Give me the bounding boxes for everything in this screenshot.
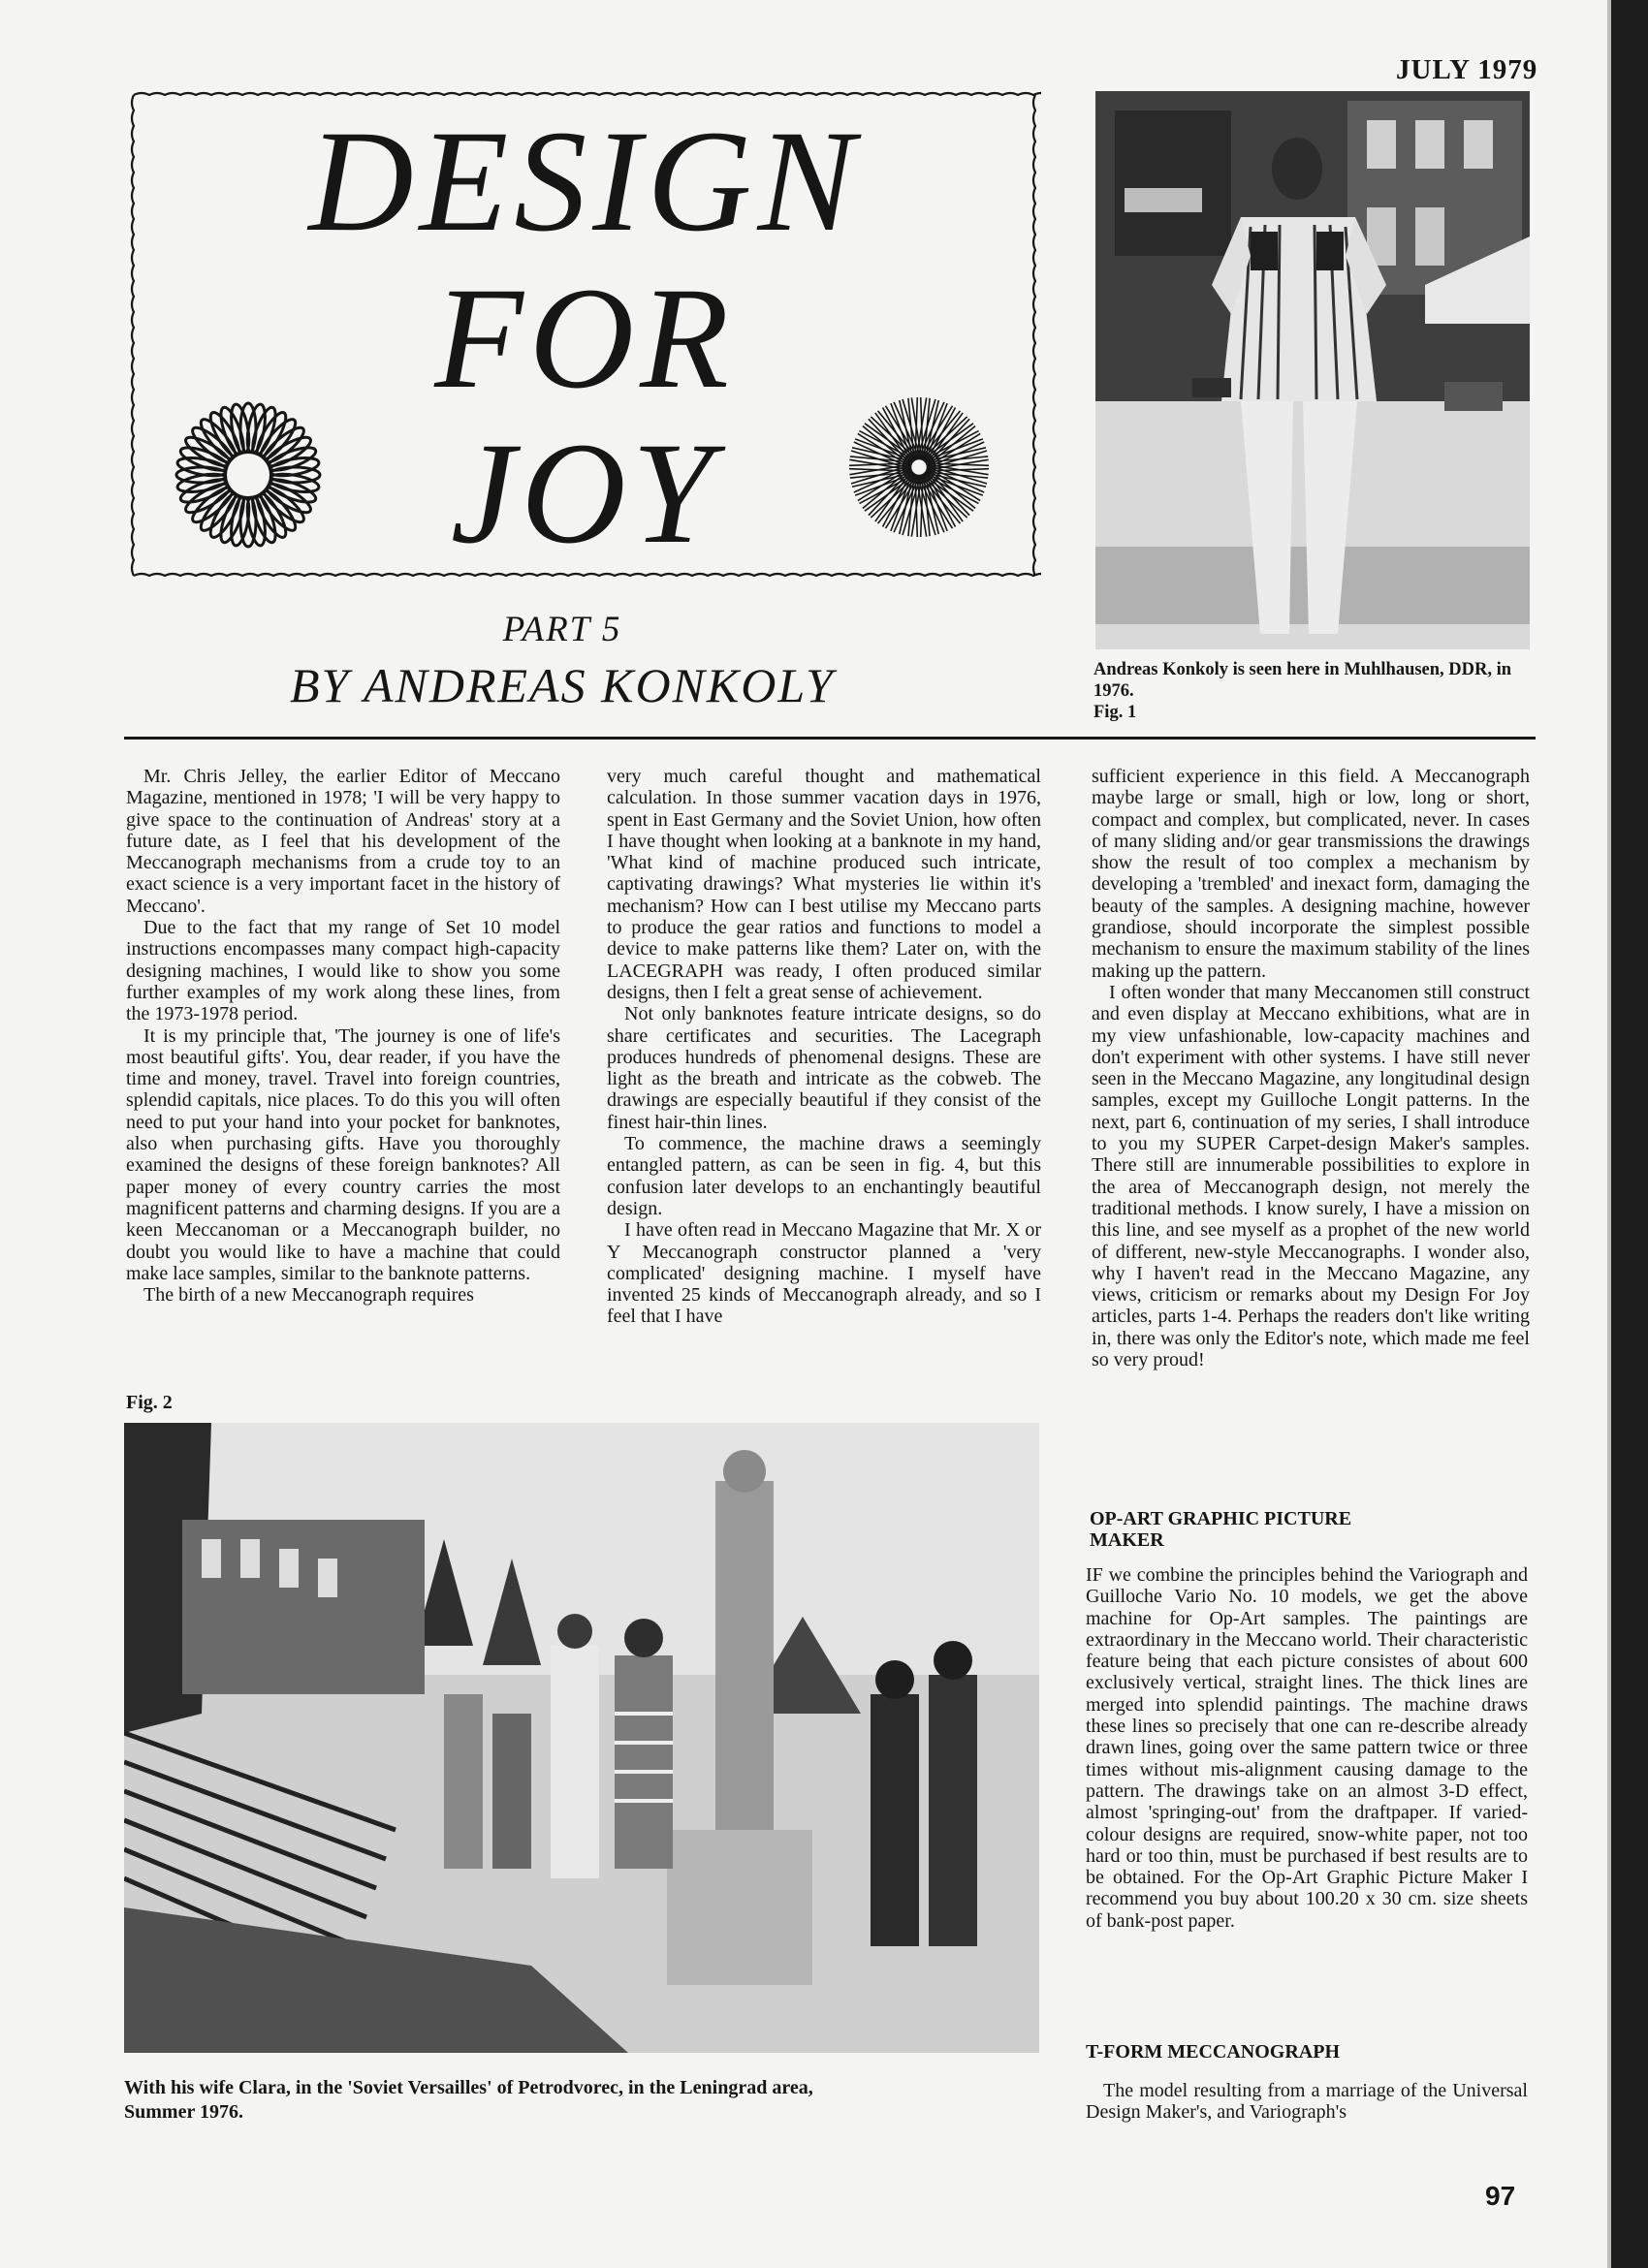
col2-paragraph-4: I have often read in Meccano Magazine that Mr. X or Y Meccanograph constructor planned a 'very complicated' designing machine. I myself have invented 25 kinds of Meccanograph already, and so I feel that I have (607, 1219, 1041, 1328)
title-line-3: JOY (450, 413, 719, 574)
fig2-photo (124, 1423, 1039, 2053)
t-form-paragraph: The model resulting from a marriage of the Universal Design Maker's, and Variograph's (1086, 2080, 1528, 2124)
part-label: PART 5 (502, 610, 622, 649)
fig1-caption-block (1093, 659, 1539, 723)
title-line-2: FOR (434, 258, 735, 419)
col1-paragraph-2: Due to the fact that my range of Set 10 model instructions encompasses many compact high-capacity designing machines, I would like to show you some further examples of my work along these lines, from the 1973-1978 period. (126, 917, 560, 1025)
header-rule (124, 737, 1536, 740)
title-box (128, 89, 1041, 582)
col1-paragraph-3: It is my principle that, 'The journey is one of life's most beautiful gifts'. You, dear reader, if you have the time and money, travel. Travel into foreign countries, splendid capitals, nice places. To do this you will often need to put your hand into your pocket for banknotes, also when purchasing gifts. Have you thoroughly examined the designs of these foreign banknotes? All paper money of every country carries the most magnificent patterns and charming designs. If you are a keen Meccanoman or a Meccanograph builder, no doubt you would like to have a machine that could make lace samples, similar to the banknote patterns. (126, 1024, 560, 1284)
col1-paragraph-1: Mr. Chris Jelley, the earlier Editor of Meccano Magazine, mentioned in 1978; 'I will be very happy to give space to the continuation of Andreas' story at a future date, as I feel that his development of the Meccanograph mechanisms from a crude toy to an exact science is a very important facet in the history of Meccano'. (126, 766, 560, 917)
section-heading-op-art: OP-ART GRAPHIC PICTURE MAKER (1090, 1508, 1352, 1551)
lace-rosette-icon (171, 397, 326, 552)
fig1-label: Fig. 1 (1093, 703, 1137, 722)
column-2 (607, 766, 1041, 1328)
fig2-label: Fig. 2 (126, 1392, 173, 1413)
col2-paragraph-2: Not only banknotes feature intricate designs, so do share certificates and securities. The Lacegraph produces hundreds of phenomenal designs. These are light as the breath and intricate as the cobweb. The drawings are especially beautiful if they consist of the finest hair-thin lines. (607, 1003, 1041, 1133)
byline: BY ANDREAS KONKOLY (290, 658, 835, 712)
col1-paragraph-4: The birth of a new Meccanograph requires (143, 1284, 474, 1307)
fig1-caption: Andreas Konkoly is seen here in Muhlhausen, DDR, in 1976. (1093, 660, 1512, 701)
title-line-1: DESIGN (308, 101, 861, 262)
fig2-caption: With his wife Clara, in the 'Soviet Versailles' of Petrodvorec, in the Leningrad area, Summer 1976. (124, 2077, 813, 2123)
section-op-art-text (1086, 1564, 1528, 1932)
column-3 (1092, 766, 1530, 1370)
col3-paragraph-2: I often wonder that many Meccanomen still construct and even display at Meccano exhibitions, what are in my view unfashionable, low-capacity machines and don't experiment with other systems. I have still never seen in the Meccano Magazine, any longitudinal design samples, except my Guilloche Longit patterns. In the next, part 6, continuation of my series, I shall introduce to you my SUPER Carpet-design Maker's samples. There still are innumerable possibilities to explore in the area of Meccanograph design, not merely the traditional methods. I know surely, I have a mission on this line, and see myself as a prophet of the new world of different, new-style Meccanographs. I wonder also, why I haven't read in the Meccano Magazine, any views, criticism or remarks about my Design For Joy articles, parts 1-4. Perhaps the readers don't like writing in, there was only the Editor's note, which made me feel so very proud! (1092, 981, 1530, 1371)
fig1-photo (1095, 91, 1530, 649)
col3-paragraph-1: sufficient experience in this field. A Meccanograph maybe large or small, high or low, long or short, compact and complex, but complicated, never. In cases of many sliding and/or gear transmissions the drawings show the result of too complex a mechanism by developing a 'trembled' and inexact form, damaging the beauty of the samples. A designing machine, however grandiose, should incorporate the simplest possible mechanism to ensure the maximum stability of the lines making up the pattern. (1092, 766, 1530, 982)
op-art-paragraph: IF we combine the principles behind the Variograph and Guilloche Vario No. 10 models, we get the above machine for Op-Art samples. The paintings are extraordinary in the Meccano world. Their characteristic feature being that each picture consistes of about 600 exclusively vertical, straight lines. The thick lines are merged into splendid paintings. The machine draws these lines so precisely that one can re-describe already drawn lines, going over the same pattern twice or three times without mis-alignment causing damage to the pattern. The drawings take on an almost 3-D effect, almost 'springing-out' from the draftpaper. If varied-colour designs are required, snow-white paper, not too hard or too thin, must be purchased if best results are to be obtained. For the Op-Art Graphic Picture Maker I recommend you buy about 100.20 x 30 cm. size sheets of bank-post paper. (1086, 1564, 1528, 1932)
issue-date: JULY 1979 (1396, 54, 1538, 85)
page-number: 97 (1485, 2181, 1516, 2211)
col2-paragraph-3: To commence, the machine draws a seemingly entangled pattern, as can be seen in fig. 4, but this confusion later develops to an enchantingly beautiful design. (607, 1133, 1041, 1219)
section-t-form-text (1086, 2080, 1528, 2124)
col2-paragraph-1: very much careful thought and mathematical calculation. In those summer vacation days in 1976, spent in East Germany and the Soviet Union, how often I have thought when looking at a banknote in my hand, 'What kind of machine produced such intricate, captivating drawings? What mysteries lie within it's mechanism? How can I best utilise my Meccano parts to produce the gear ratios and functions to model a device to make patterns like them? Later on, with the LACEGRAPH was ready, I often produced similar designs, then I felt a great sense of achievement. (607, 766, 1041, 1003)
page-edge (1611, 0, 1648, 2268)
column-1 (126, 766, 560, 1306)
section-heading-t-form: T-FORM MECCANOGRAPH (1086, 2041, 1341, 2063)
starburst-rosette-icon (841, 390, 997, 545)
